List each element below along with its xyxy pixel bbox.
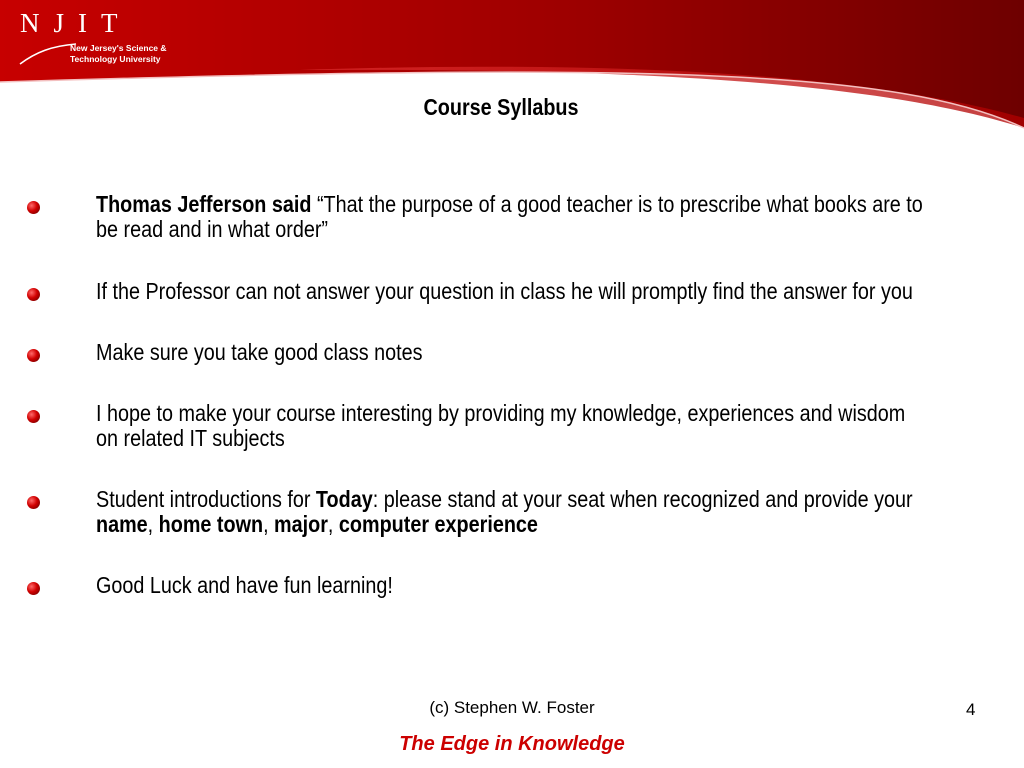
bullet-bold-lead: Thomas Jefferson said: [96, 191, 312, 217]
logo-swoosh-icon: [18, 38, 78, 68]
bullet-text: [96, 192, 999, 242]
tagline: The Edge in Knowledge: [399, 733, 625, 755]
intro-post: : please stand at your seat when recognized and provide your: [372, 486, 913, 512]
intro-pre: Student introductions for: [96, 486, 316, 512]
bullet-text: [96, 401, 999, 451]
bullet-quote-line2: be read and in what order”: [96, 216, 329, 242]
bullet-quote: “That the purpose of a good teacher is to prescribe what books are to: [311, 191, 923, 217]
bullet-text: Make sure you take good class notes: [96, 339, 423, 365]
bullet-text: If the Professor can not answer your question in class he will promptly find the answer for you: [96, 278, 913, 304]
slide-title: Course Syllabus: [423, 94, 579, 120]
intro-name: name: [96, 511, 148, 537]
bullet-line2: on related IT subjects: [96, 425, 285, 451]
bullet-dot-icon: [27, 410, 40, 423]
intro-today: Today: [315, 486, 373, 512]
intro-major: major: [274, 511, 328, 537]
intro-sep: ,: [263, 511, 275, 537]
njit-logo: [18, 8, 178, 70]
bullet-dot-icon: [27, 349, 40, 362]
bullet-dot-icon: [27, 201, 40, 214]
intro-home-town: home town: [158, 511, 264, 537]
bullet-line1: I hope to make your course interesting by providing my knowledge, experiences and wisdom: [96, 400, 906, 426]
logo-subtitle: [70, 43, 167, 65]
logo-subtitle-line2: Technology University: [70, 54, 161, 64]
bullet-text: Good Luck and have fun learning!: [96, 572, 393, 598]
intro-sep: ,: [327, 511, 339, 537]
bullet-dot-icon: [27, 496, 40, 509]
logo-subtitle-line1: New Jersey's Science &: [70, 43, 167, 53]
logo-letters: NJIT: [20, 8, 132, 38]
bullet-text: [96, 487, 999, 537]
bullet-dot-icon: [27, 288, 40, 301]
bullet-dot-icon: [27, 582, 40, 595]
page-number: 4: [966, 700, 976, 719]
intro-sep: ,: [147, 511, 159, 537]
intro-computer-experience: computer experience: [338, 511, 538, 537]
footer-credit: (c) Stephen W. Foster: [429, 698, 595, 717]
